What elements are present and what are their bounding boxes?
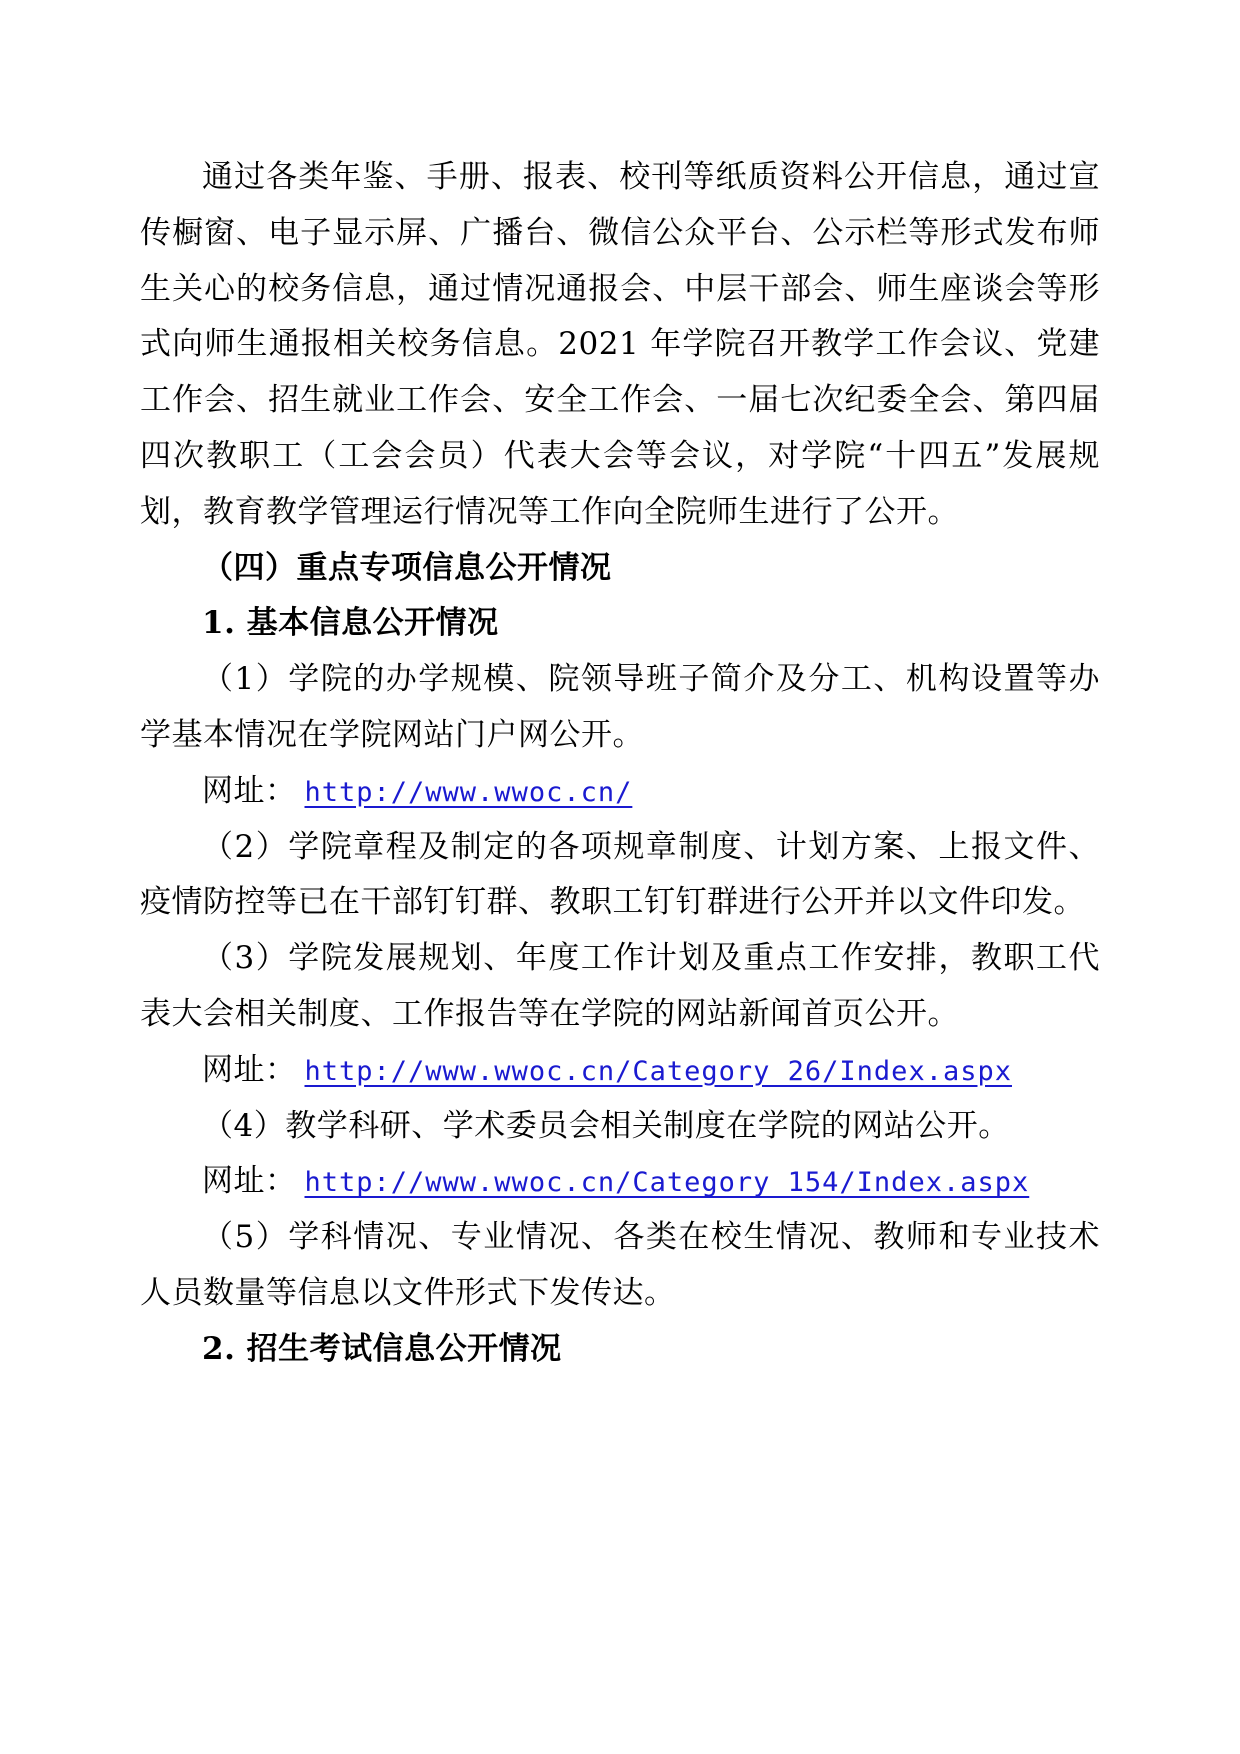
- url-link-3[interactable]: http://www.wwoc.cn/Category_154/Index.aspx: [304, 1167, 1030, 1199]
- list-item-3: （3）学院发展规划、年度工作计划及重点工作安排，教职工代表大会相关制度、工作报告等在学院的网站新闻首页公开。: [140, 940, 1100, 1032]
- list-item-2: （2）学院章程及制定的各项规章制度、计划方案、上报文件、疫情防控等已在干部钉钉群、教职工钉钉群进行公开并以文件印发。: [140, 828, 1100, 921]
- url-line-1: [140, 764, 1100, 820]
- list-item-5: （5）学科情况、专业情况、各类在校生情况、教师和专业技术人员数量等信息以文件形式下发传达。: [140, 1219, 1100, 1311]
- url-label-1: 网址：: [202, 772, 297, 809]
- subsection-heading-admission-exam-info: 2. 招生考试信息公开情况: [202, 1330, 562, 1367]
- list-item-1: （1）学院的办学规模、院领导班子简介及分工、机构设置等办学基本情况在学院网站门户网公开。: [140, 661, 1100, 753]
- url-link-2[interactable]: http://www.wwoc.cn/Category_26/Index.aspx: [304, 1055, 1012, 1087]
- section-heading-key-special-info: （四）重点专项信息公开情况: [202, 549, 612, 586]
- url-label-2: 网址：: [202, 1051, 297, 1088]
- url-label-3: 网址：: [202, 1163, 297, 1200]
- url-link-1[interactable]: http://www.wwoc.cn/: [304, 776, 633, 808]
- url-line-3: [140, 1154, 1100, 1210]
- url-line-2: [140, 1043, 1100, 1099]
- subsection-heading-basic-info: 1. 基本信息公开情况: [202, 605, 499, 642]
- list-item-4: （4）教学科研、学术委员会相关制度在学院的网站公开。: [202, 1107, 1010, 1144]
- paragraph-open-info-channels: 通过各类年鉴、手册、报表、校刊等纸质资料公开信息，通过宣传橱窗、电子显示屏、广播台、微信公众平台、公示栏等形式发布师生关心的校务信息，通过情况通报会、中层干部会、师生座谈会等形式向师生通报相关校务信息。2021 年学院召开教学工作会议、党建工作会、招生就业工作会、安全工作会、一届七次纪委全会、第四届四次教职工（工会会员）代表大会等会议，对学院“十四五”发展规划，教育教学管理运行情况等工作向全院师生进行了公开。: [140, 159, 1100, 530]
